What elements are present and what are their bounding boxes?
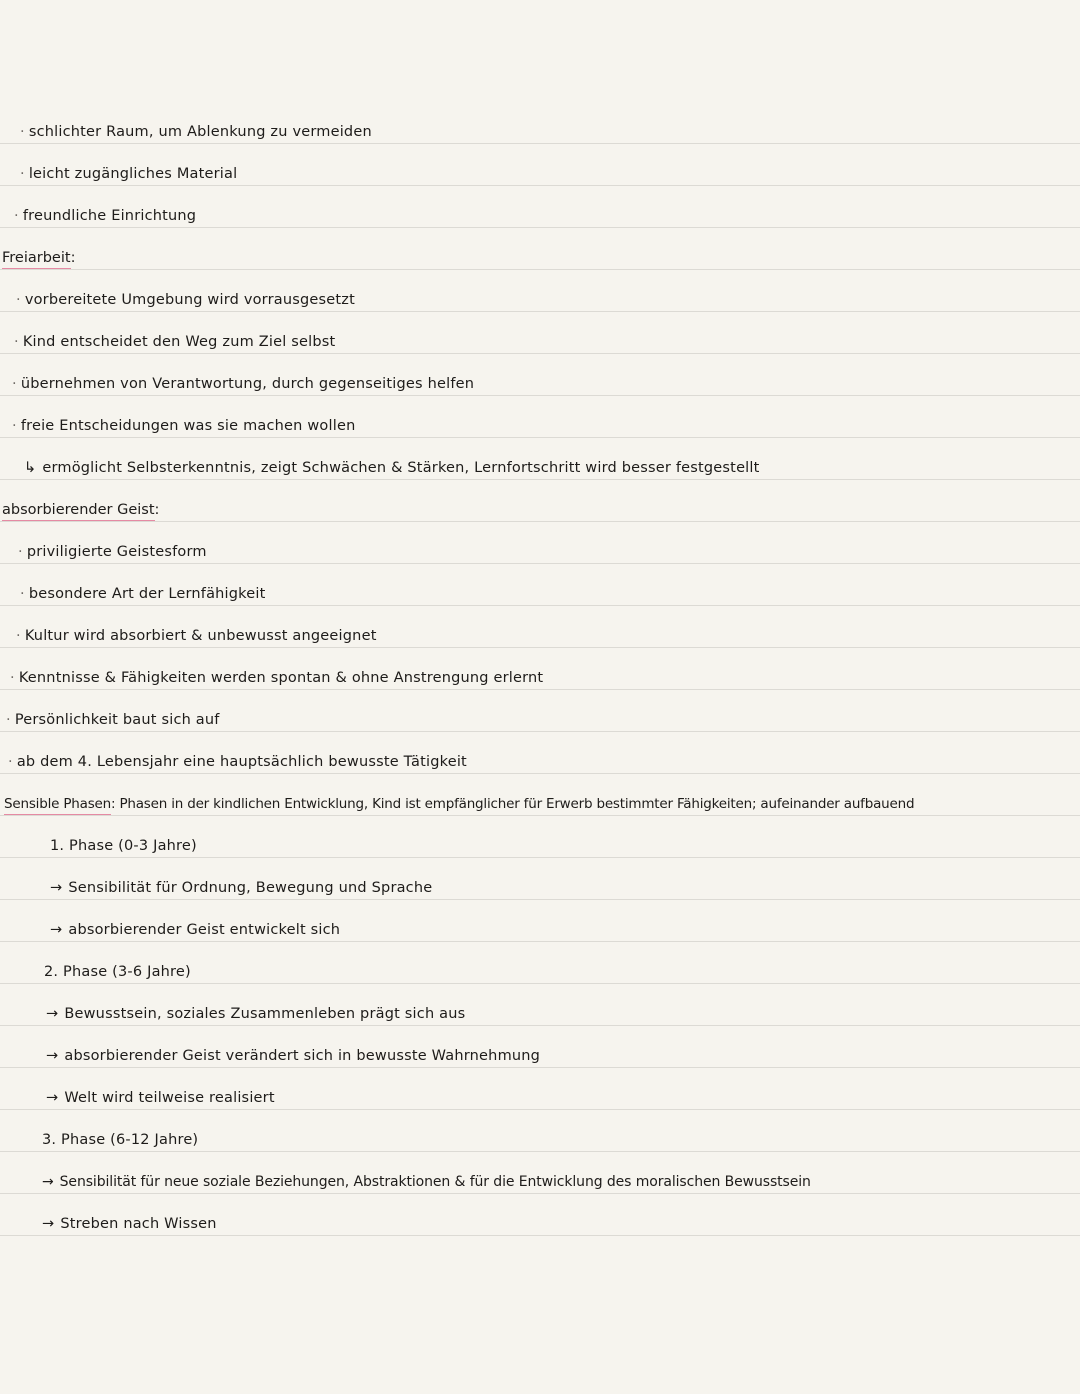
- bullet: ·: [12, 376, 17, 392]
- list-item: · übernehmen von Verantwortung, durch gegenseitiges helfen: [12, 376, 475, 392]
- list-item: · priviligierte Geistesform: [18, 544, 207, 560]
- bullet: ·: [18, 544, 23, 560]
- bullet: ·: [14, 208, 19, 224]
- phase-label: 2. Phase (3-6 Jahre): [44, 964, 191, 980]
- heading-title: Freiarbeit: [2, 250, 71, 269]
- list-item: · besondere Art der Lernfähigkeit: [20, 586, 266, 602]
- list-item: · freundliche Einrichtung: [14, 208, 197, 224]
- heading-title: Sensible Phasen: [4, 796, 111, 815]
- phase-point: → Bewusstsein, soziales Zusammenleben prägt sich aus: [46, 1006, 466, 1022]
- bullet: ·: [8, 754, 13, 770]
- bullet: ·: [16, 292, 21, 308]
- list-item: · freie Entscheidungen was sie machen wollen: [12, 418, 356, 434]
- list-item: · schlichter Raum, um Ablenkung zu vermeiden: [20, 124, 372, 140]
- phase-point: → Streben nach Wissen: [42, 1216, 217, 1232]
- arrow-right-icon: →: [46, 1048, 59, 1064]
- list-item: · Kultur wird absorbiert & unbewusst angeeignet: [16, 628, 377, 644]
- list-item: · ab dem 4. Lebensjahr eine hauptsächlich bewusste Tätigkeit: [8, 754, 467, 770]
- phase-label: 3. Phase (6-12 Jahre): [42, 1132, 199, 1148]
- return-arrow-icon: ↳: [24, 460, 37, 476]
- section-heading-sensible-phasen: [4, 795, 914, 813]
- bullet: ·: [20, 586, 25, 602]
- list-item-result: ↳ ermöglicht Selbsterkenntnis, zeigt Schwächen & Stärken, Lernfortschritt wird besser festgestellt: [24, 460, 760, 476]
- list-item: · Persönlichkeit baut sich auf: [6, 712, 220, 728]
- arrow-right-icon: →: [50, 880, 63, 896]
- phase-point: → absorbierender Geist entwickelt sich: [50, 922, 341, 938]
- phase-point: → Sensibilität für Ordnung, Bewegung und Sprache: [50, 880, 433, 896]
- phase-point: → Welt wird teilweise realisiert: [46, 1090, 275, 1106]
- arrow-right-icon: →: [46, 1006, 59, 1022]
- list-item: · leicht zugängliches Material: [20, 166, 238, 182]
- bullet: ·: [6, 712, 11, 728]
- bullet: ·: [16, 628, 21, 644]
- phase-point: → absorbierender Geist verändert sich in bewusste Wahrnehmung: [46, 1048, 541, 1064]
- heading-title: absorbierender Geist: [2, 502, 155, 521]
- heading-definition: : Phasen in der kindlichen Entwicklung, Kind ist empfänglicher für Erwerb bestimmter Fähigkeiten; aufeinander aufbauend: [111, 796, 915, 812]
- list-item: · vorbereitete Umgebung wird vorrausgesetzt: [16, 292, 355, 308]
- page-top-margin: [0, 0, 1080, 103]
- list-item: · Kind entscheidet den Weg zum Ziel selbst: [14, 334, 336, 350]
- section-heading-freiarbeit: Freiarbeit:: [2, 249, 75, 267]
- list-item: · Kenntnisse & Fähigkeiten werden spontan & ohne Anstrengung erlernt: [10, 670, 544, 686]
- bullet: ·: [12, 418, 17, 434]
- arrow-right-icon: →: [42, 1216, 55, 1232]
- bullet: ·: [14, 334, 19, 350]
- bullet: ·: [10, 670, 15, 686]
- bullet: ·: [20, 166, 25, 182]
- page-bottom-margin: [0, 1276, 1080, 1394]
- phase-point: → Sensibilität für neue soziale Beziehungen, Abstraktionen & für die Entwicklung des moralischen Bewusstsein: [42, 1174, 811, 1190]
- arrow-right-icon: →: [42, 1174, 54, 1190]
- section-heading-absorbierender-geist: absorbierender Geist:: [2, 501, 159, 519]
- phase-label: 1. Phase (0-3 Jahre): [50, 838, 197, 854]
- arrow-right-icon: →: [46, 1090, 59, 1106]
- arrow-right-icon: →: [50, 922, 63, 938]
- bullet: ·: [20, 124, 25, 140]
